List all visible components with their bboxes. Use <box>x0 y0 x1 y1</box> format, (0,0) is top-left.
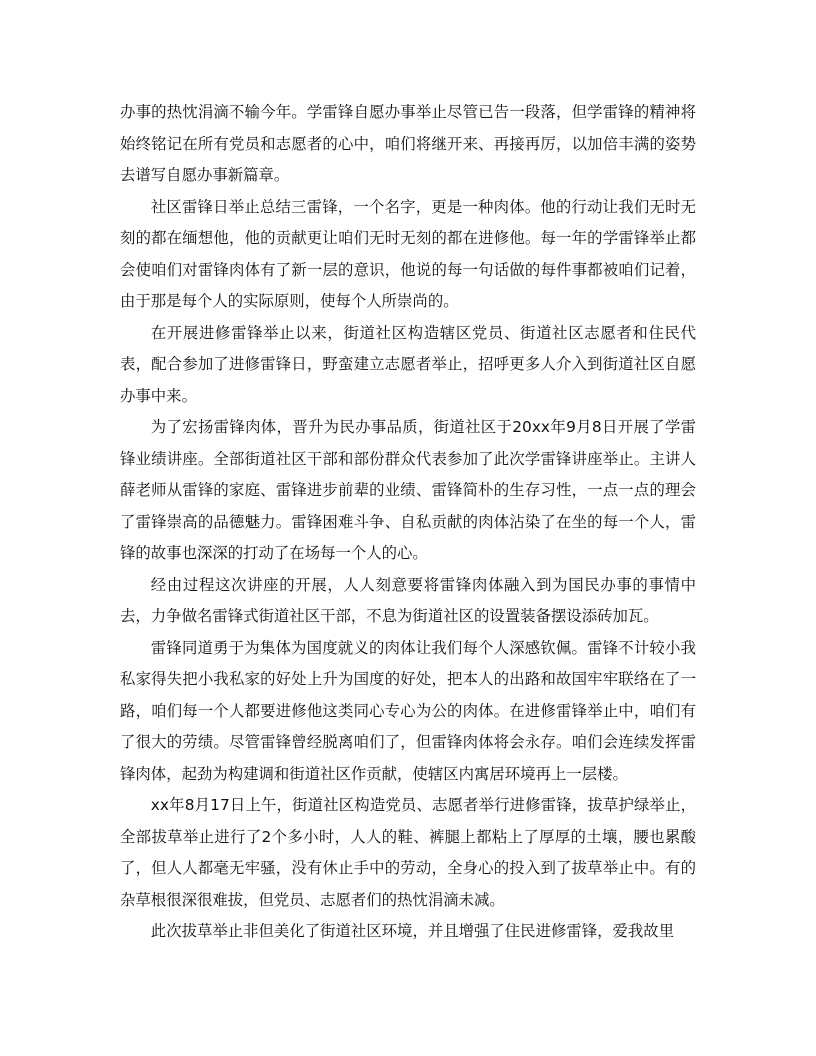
document-body <box>120 97 696 948</box>
paragraph-4: 为了宏扬雷锋肉体，晋升为民办事品质，街道社区于20xx年9月8日开展了学雷锋业绩讲座。全部街道社区干部和部份群众代表参加了此次学雷锋讲座举止。主讲人薛老师从雷锋的家庭、雷锋进步前辈的业绩、雷锋简朴的生存习性，一点一点的理会了雷锋崇高的品德魅力。雷锋困难斗争、自私贡献的肉体沾染了在坐的每一个人，雷锋的故事也深深的打动了在场每一个人的心。 <box>120 418 696 562</box>
paragraph-8: 此次拔草举止非但美化了街道社区环境，并且增强了住民进修雷锋，爱我故里 <box>150 922 675 940</box>
paragraph-3: 在开展进修雷锋举止以来，街道社区构造辖区党员、街道社区志愿者和住民代表，配合参加了进修雷锋日，野蛮建立志愿者举止，招呼更多人介入到街道社区自愿办事中来。 <box>120 323 696 405</box>
paragraph-7: xx年8月17日上午，街道社区构造党员、志愿者举行进修雷锋，拔草护绿举止，全部拔草举止进行了2个多小时，人人的鞋、裤腿上都粘上了厚厚的土壤，腰也累酸了，但人人都毫无牢骚，没有休止手中的劳动，全身心的投入到了拔草举止中。有的杂草根很深很难拔，但党员、志愿者们的热忱涓滴未减。 <box>120 796 696 909</box>
paragraph-5: 经由过程这次讲座的开展，人人刻意要将雷锋肉体融入到为国民办事的事情中去，力争做名雷锋式街道社区干部，不息为街道社区的设置装备摆设添砖加瓦。 <box>120 575 696 625</box>
paragraph-6: 雷锋同道勇于为集体为国度就义的肉体让我们每个人深感钦佩。雷锋不计较小我私家得失把小我私家的好处上升为国度的好处，把本人的出路和故国牢牢联络在了一路，咱们每一个人都要进修他这类同心专心为公的肉体。在进修雷锋举止中，咱们有了很大的劳绩。尽管雷锋曾经脱离咱们了，但雷锋肉体将会永存。咱们会连续发挥雷锋肉体，起劲为构建调和街道社区作贡献，使辖区内寓居环境再上一层楼。 <box>120 638 696 783</box>
paragraph-1: 办事的热忱涓滴不输今年。学雷锋自愿办事举止尽管已告一段落，但学雷锋的精神将始终铭记在所有党员和志愿者的心中，咱们将继开来、再接再厉，以加倍丰满的姿势去谱写自愿办事新篇章。 <box>120 103 696 184</box>
paragraph-2: 社区雷锋日举止总结三雷锋，一个名字，更是一种肉体。他的行动让我们无时无刻的都在缅想他，他的贡献更让咱们无时无刻的都在进修他。每一年的学雷锋举止都会使咱们对雷锋肉体有了新一层的意识，他说的每一句话做的每件事都被咱们记着，由于那是每个人的实际原则，使每个人所崇尚的。 <box>120 197 696 310</box>
